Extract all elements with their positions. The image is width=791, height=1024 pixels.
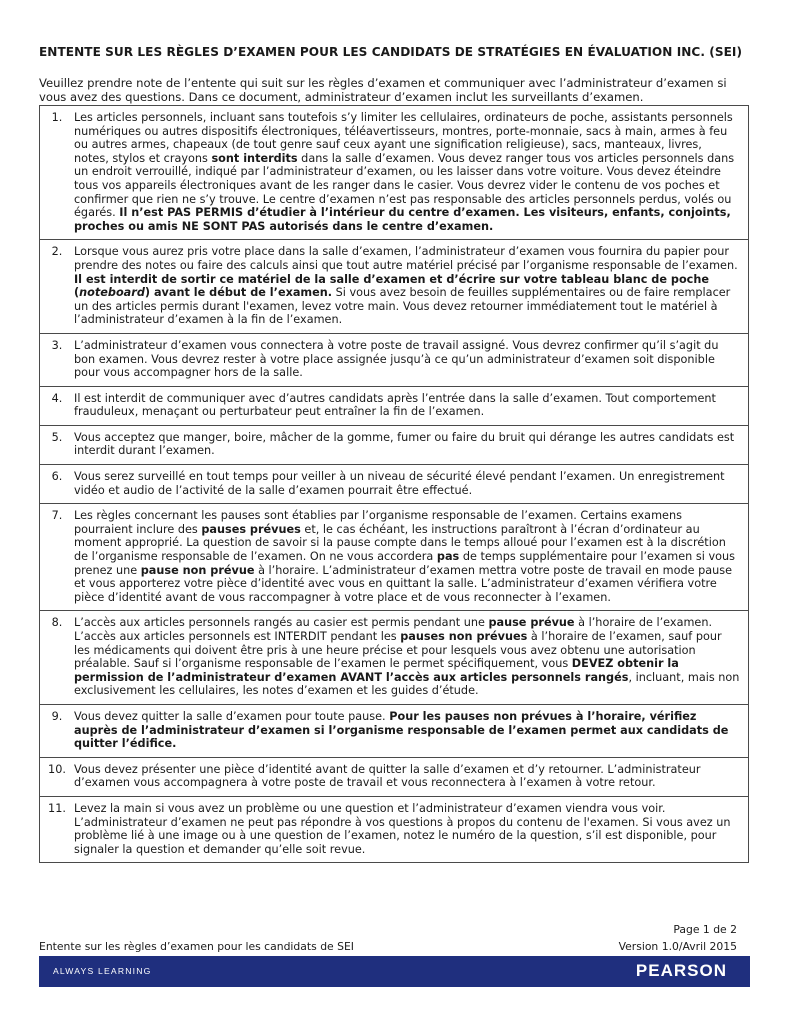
rule-text-segment: pauses non prévues bbox=[400, 630, 528, 643]
footer-document-name: Entente sur les règles d’examen pour les candidats de SEI bbox=[39, 940, 354, 953]
rule-row bbox=[40, 504, 749, 611]
rule-text-cell bbox=[74, 386, 749, 425]
rule-row bbox=[40, 704, 749, 757]
rule-text-segment: noteboard bbox=[79, 286, 145, 300]
rule-number: 1. bbox=[40, 106, 75, 240]
rule-text bbox=[74, 802, 740, 856]
rule-text bbox=[74, 245, 740, 327]
rule-text-segment: ) avant le début de l’examen. bbox=[144, 286, 333, 300]
rule-text-cell bbox=[74, 106, 749, 240]
rule-row bbox=[40, 757, 749, 796]
rule-text-segment: Les articles personnels, incluant sans toutefois s’y limiter les cellulaires, ordinateurs de poche, assistants personnels numériques ou autres dispositifs électroniques, téléavertisseurs, montres, porte-monnaie, sacs à main, armes à feu ou autres armes, chapeaux (de tout genre sauf ceux ayant une signification religieuse), sacs, manteaux, livres, notes, stylos et crayons bbox=[74, 111, 733, 165]
rule-text-segment: Lorsque vous aurez pris votre place dans la salle d’examen, l’administrateur d’examen vous fournira du papier pour prendre des notes ou faire des calculs ainsi que tout autre matériel précisé par l’organisme responsable de l’examen. bbox=[74, 245, 738, 272]
rule-text-segment: Vous acceptez que manger, boire, mâcher de la gomme, fumer ou faire du bruit qui dérange les autres candidats est interdit durant l’examen. bbox=[74, 430, 735, 458]
rule-text bbox=[74, 710, 740, 751]
rule-text-segment: L’accès aux articles personnels rangés au casier est permis pendant une bbox=[74, 616, 489, 630]
rule-number: 8. bbox=[40, 611, 75, 705]
rule-text-cell bbox=[74, 504, 749, 611]
rule-row bbox=[40, 240, 749, 334]
rule-text-segment: pauses prévues bbox=[201, 522, 301, 536]
rule-row bbox=[40, 333, 749, 386]
rule-text-cell bbox=[74, 757, 749, 796]
rule-number: 4. bbox=[40, 386, 75, 425]
rule-text bbox=[74, 431, 740, 458]
rule-text-segment: pause prévue bbox=[488, 616, 575, 630]
rule-text-cell bbox=[74, 465, 749, 504]
rule-text bbox=[74, 392, 740, 419]
rule-text-cell bbox=[74, 240, 749, 334]
rule-text-segment: Pour les pauses non prévues à l’horaire, vérifiez auprès de l’administrateur d’examen si l’organisme responsable de l’examen permet aux candidats de quitter l’édifice. bbox=[74, 709, 729, 751]
rule-number: 5. bbox=[40, 425, 75, 464]
rule-number: 2. bbox=[40, 240, 75, 334]
rule-text-segment: Il n’est PAS PERMIS d’étudier à l’intérieur du centre d’examen. Les visiteurs, enfants, conjoints, proches ou amis NE SONT PAS autorisés dans le centre d’examen. bbox=[74, 206, 731, 233]
rule-row bbox=[40, 796, 749, 862]
document-title: ENTENTE SUR LES RÈGLES D’EXAMEN POUR LES CANDIDATS DE STRATÉGIES EN ÉVALUATION INC. (SEI) bbox=[39, 45, 743, 59]
rule-text-cell bbox=[74, 611, 749, 705]
rule-text-segment: Vous serez surveillé en tout temps pour veiller à un niveau de sécurité élevé pendant l’examen. Un enregistrement vidéo et audio de l’activité de la salle d’examen pourrait être effectué. bbox=[74, 470, 725, 497]
rule-text-segment: à l’horaire de l’examen, sauf pour les médicaments qui doivent être pris à une heure précise et pour lesquels vous avez obtenu une autorisation préalable. Sauf si l’organisme responsable de l’examen le permet spécifiquement, vous bbox=[74, 630, 722, 671]
rule-text-segment: pause non prévue bbox=[140, 563, 255, 577]
rule-text-segment: Les règles concernant les pauses sont établies par l’organisme responsable de l’examen. Certains examens pourraient inclure des bbox=[74, 509, 682, 536]
rule-text-segment: Vous devez quitter la salle d’examen pour toute pause. bbox=[74, 709, 390, 723]
rule-number: 7. bbox=[40, 504, 75, 611]
rule-text bbox=[74, 763, 740, 790]
rule-text-segment: pas bbox=[436, 550, 460, 564]
footer-version: Version 1.0/Avril 2015 bbox=[618, 940, 737, 953]
rule-text-segment: et, le cas échéant, les instructions paraîtront à l’écran d’ordinateur au moment approprié. La question de savoir si la pause compte dans le temps alloué pour l’examen est à la discrétion de l’organisme responsable de l’examen. On ne vous accordera bbox=[74, 522, 726, 564]
rule-row bbox=[40, 386, 749, 425]
rule-text-segment: Levez la main si vous avez un problème ou une question et l’administrateur d’examen viendra vous voir. L’administrateur d’examen ne peut pas répondre à vos questions à propos du contenu de l'examen. Si vous avez un problème lié à une image ou à une question de l’examen, notez le numéro de la question, s’il est disponible, pour signaler la question et demander qu’elle soit revue. bbox=[74, 801, 731, 856]
rule-text-segment: , incluant, mais non exclusivement les cellulaires, les notes d’examen et les guides d’étude. bbox=[74, 670, 740, 698]
rule-row bbox=[40, 425, 749, 464]
rule-text-segment: de temps supplémentaire pour l’examen si vous prenez une bbox=[74, 550, 735, 577]
rules-table-body bbox=[40, 106, 749, 863]
rule-text-segment: Si vous avez besoin de feuilles supplémentaires ou de faire remplacer un des articles permis durant l'examen, levez votre main. Vous devez retourner immédiatement tout le matériel à l’administrateur d’examen à la fin de l’examen. bbox=[74, 286, 731, 327]
rule-text bbox=[74, 616, 740, 698]
rule-text-cell bbox=[74, 333, 749, 386]
rule-text-segment: L’administrateur d’examen vous connectera à votre poste de travail assigné. Vous devrez confirmer qu’il s’agit du bon examen. Vous devrez rester à votre place assignée jusqu’à ce qu’un administrateur d’examen soit disponible pour vous accompagner hors de la salle. bbox=[74, 338, 719, 380]
rule-number: 11. bbox=[40, 796, 75, 862]
rule-text-segment: dans la salle d’examen. Vous devez ranger tous vos articles personnels dans un endroit verrouillé, indiqué par l’administrateur d’examen, ou les laisser dans votre voiture. Vous devez éteindre tous vos appareils électroniques avant de les ranger dans le casier. Vous devrez vider le contenu de vos poches et confirmer que rien ne s’y trouve. Le centre d’examen n’est pas responsable des articles personnels perdus, volés ou égarés. bbox=[74, 151, 735, 220]
rule-text-segment: Vous devez présenter une pièce d’identité avant de quitter la salle d’examen et d’y retourner. L’administrateur d’examen vous accompagnera à votre poste de travail et vous reconnectera à l’examen à votre retour. bbox=[74, 762, 701, 790]
rule-text-cell bbox=[74, 704, 749, 757]
rule-number: 10. bbox=[40, 757, 75, 796]
pearson-logo: PEARSON bbox=[635, 961, 727, 980]
rule-text-segment: Il est interdit de sortir ce matériel de la salle d’examen et d’écrire sur votre tableau blanc de poche ( bbox=[74, 272, 709, 300]
rule-text bbox=[74, 470, 740, 497]
rule-row bbox=[40, 465, 749, 504]
rule-text-segment: sont interdits bbox=[211, 151, 298, 165]
rule-row bbox=[40, 611, 749, 705]
rule-text-segment: Il est interdit de communiquer avec d’autres candidats après l’entrée dans la salle d’examen. Tout comportement frauduleux, menaçant ou perturbateur peut entraîner la fin de l’examen. bbox=[74, 391, 716, 419]
rule-text-cell bbox=[74, 796, 749, 862]
rule-text-segment: DEVEZ obtenir la permission de l’administrateur d’examen AVANT l’accès aux articles personnels rangés bbox=[74, 657, 679, 684]
page-number: Page 1 de 2 bbox=[673, 923, 737, 936]
brand-tagline: ALWAYS LEARNING bbox=[53, 966, 152, 976]
rules-table bbox=[39, 105, 749, 863]
rule-text-cell bbox=[74, 425, 749, 464]
rule-text-segment: à l’horaire de l’examen. L’accès aux articles personnels est INTERDIT pendant les bbox=[74, 616, 713, 643]
intro-paragraph: Veuillez prendre note de l’entente qui suit sur les règles d’examen et communiquer avec l’administrateur d’examen si vous avez des questions. Dans ce document, administrateur d’examen inclut les surveillants d’examen. bbox=[39, 76, 727, 104]
rule-text bbox=[74, 339, 740, 380]
rule-number: 6. bbox=[40, 465, 75, 504]
rule-text-segment: à l’horaire. L’administrateur d’examen mettra votre poste de travail en mode pause et vous apporterez votre pièce d’identité avec vous en quittant la salle. L’administrateur d’examen vérifiera votre pièce d’identité avant de vous raccompagner à votre place et de vous reconnecter à l’examen. bbox=[74, 563, 733, 604]
rule-number: 9. bbox=[40, 704, 75, 757]
brand-bar bbox=[39, 956, 750, 987]
rule-text bbox=[74, 509, 740, 604]
rule-number: 3. bbox=[40, 333, 75, 386]
rule-text bbox=[74, 111, 740, 233]
rule-row bbox=[40, 106, 749, 240]
